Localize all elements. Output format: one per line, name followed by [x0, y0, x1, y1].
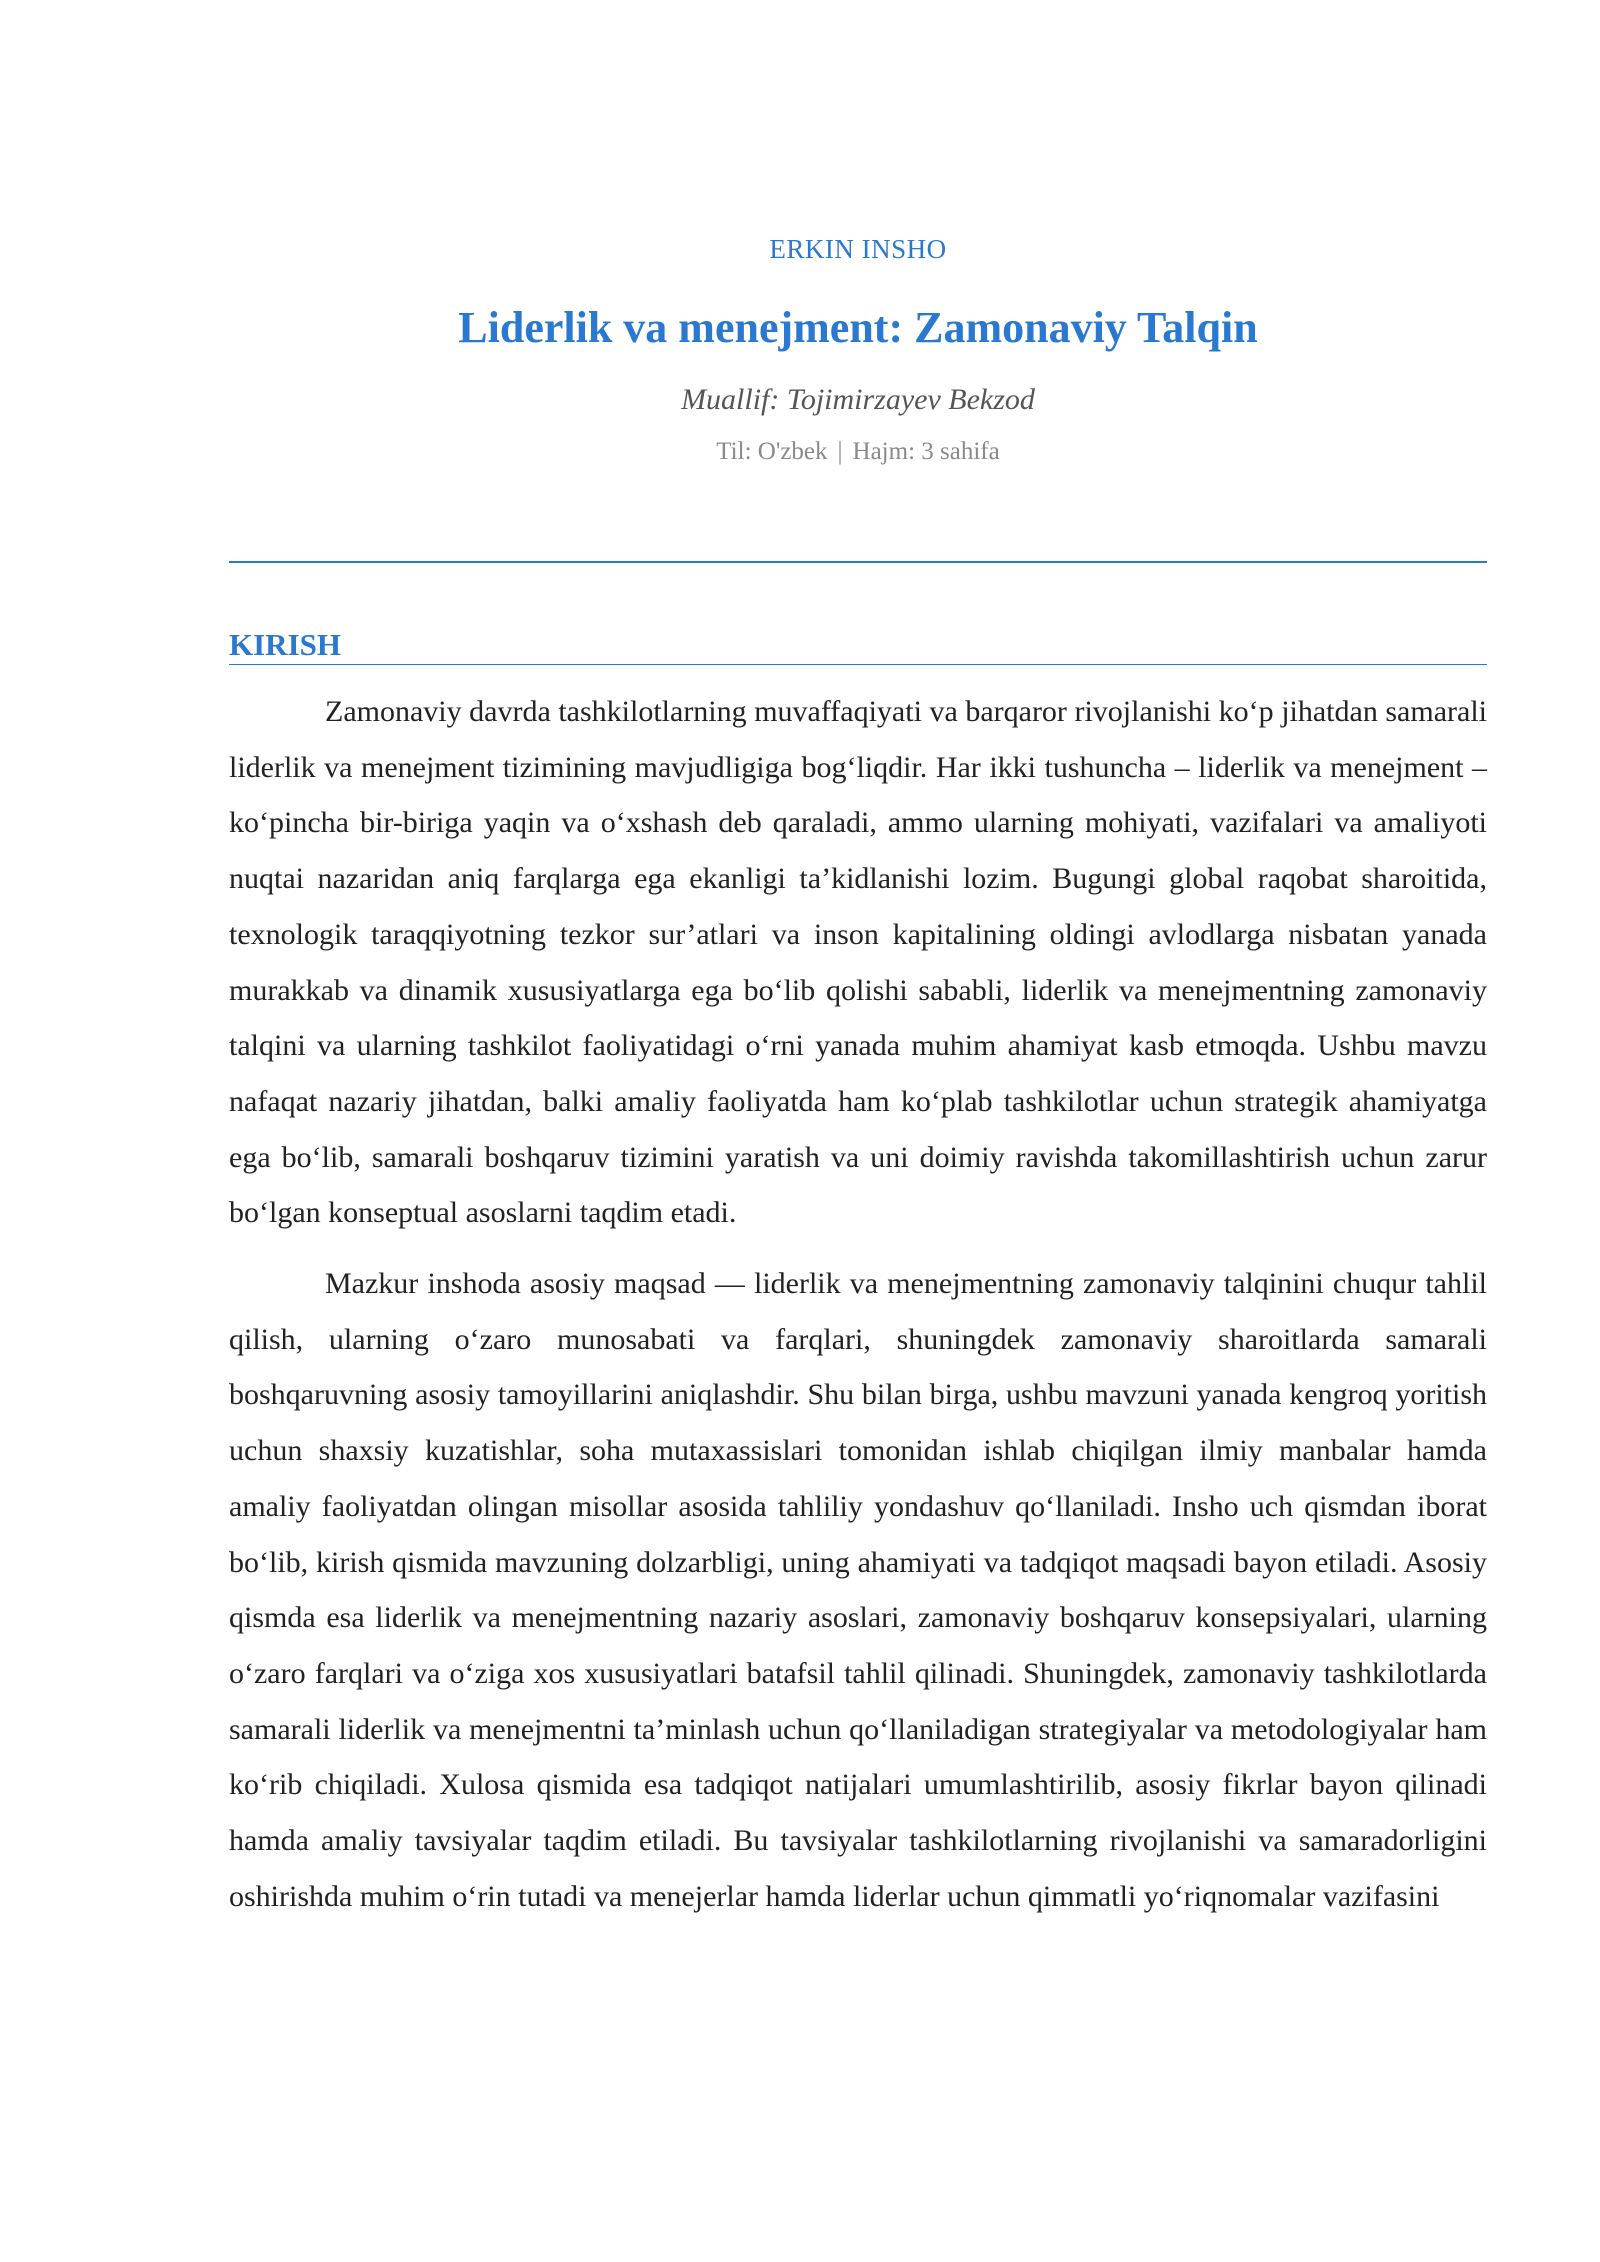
body-paragraph: Zamonaviy davrda tashkilotlarning muvaffaqiyati va barqaror rivojlanishi ko‘p jihatdan samarali liderlik va menejment tizimining mavjudligiga bog‘liqdir. Har ikki tushuncha – liderlik va menejment – ko‘pincha bir-biriga yaqin va o‘xshash deb qaraladi, ammo ularning mohiyati, vazifalari va amaliyoti nuqtai nazaridan aniq farqlarga ega ekanligi ta’kidlanishi lozim. Bugungi global raqobat sharoitida, texnologik taraqqiyotning tezkor sur’atlari va inson kapitalining oldingi avlodlarga nisbatan yanada murakkab va dinamik xususiyatlarga ega bo‘lib qolishi sababli, liderlik va menejmentning zamonaviy talqini va ularning tashkilot faoliyatidagi o‘rni yanada muhim ahamiyat kasb etmoqda. Ushbu mavzu nafaqat nazariy jihatdan, balki amaliy faoliyatda ham ko‘plab tashkilotlar uchun strategik ahamiyatga ega bo‘lib, samarali boshqaruv tizimini yaratish va uni doimiy ravishda takomillashtirish uchun zarur bo‘lgan konseptual asoslarni taqdim etadi. [229, 695, 1487, 1230]
document-title: Liderlik va menejment: Zamonaviy Talqin [458, 303, 1258, 352]
header-divider [229, 561, 1487, 563]
body-paragraph: Mazkur inshoda asosiy maqsad — liderlik va menejmentning zamonaviy talqinini chuqur tahlil qilish, ularning o‘zaro munosabati va farqlari, shuningdek zamonaviy sharoitlarda samarali boshqaruvning asosiy tamoyillarini aniqlashdir. Shu bilan birga, ushbu mavzuni yanada kengroq yoritish uchun shaxsiy kuzatishlar, soha mutaxassislari tomonidan ishlab chiqilgan ilmiy manbalar hamda amaliy faoliyatdan olingan misollar asosida tahliliy yondashuv qo‘llaniladi. Insho uch qismdan iborat bo‘lib, kirish qismida mavzuning dolzarbligi, uning ahamiyati va tadqiqot maqsadi bayon etiladi. Asosiy qismda esa liderlik va menejmentning nazariy asoslari, zamonaviy boshqaruv konsepsiyalari, ularning o‘zaro farqlari va o‘ziga xos xususiyatlari batafsil tahlil qilinadi. Shuningdek, zamonaviy tashkilotlarda samarali liderlik va menejmentni ta’minlash uchun qo‘llaniladigan strategiyalar va metodologiyalar ham ko‘rib chiqiladi. Xulosa qismida esa tadqiqot natijalari umumlashtirilib, asosiy fikrlar bayon qilinadi hamda amaliy tavsiyalar taqdim etiladi. Bu tavsiyalar tashkilotlarning rivojlanishi va samaradorligini oshirishda muhim o‘rin tutadi va menejerlar hamda liderlar uchun qimmatli yo‘riqnomalar vazifasini [229, 1267, 1487, 1913]
document-author: Muallif: Tojimirzayev Bekzod [681, 383, 1035, 416]
section-heading-kirish: KIRISH [229, 626, 1487, 665]
meta-separator: | [837, 438, 843, 465]
meta-language: Til: O'zbek [716, 438, 828, 465]
document-kicker: ERKIN INSHO [769, 234, 947, 264]
document-body [229, 684, 1487, 1939]
meta-volume: Hajm: 3 sahifa [852, 438, 1000, 465]
document-meta [229, 438, 1487, 466]
